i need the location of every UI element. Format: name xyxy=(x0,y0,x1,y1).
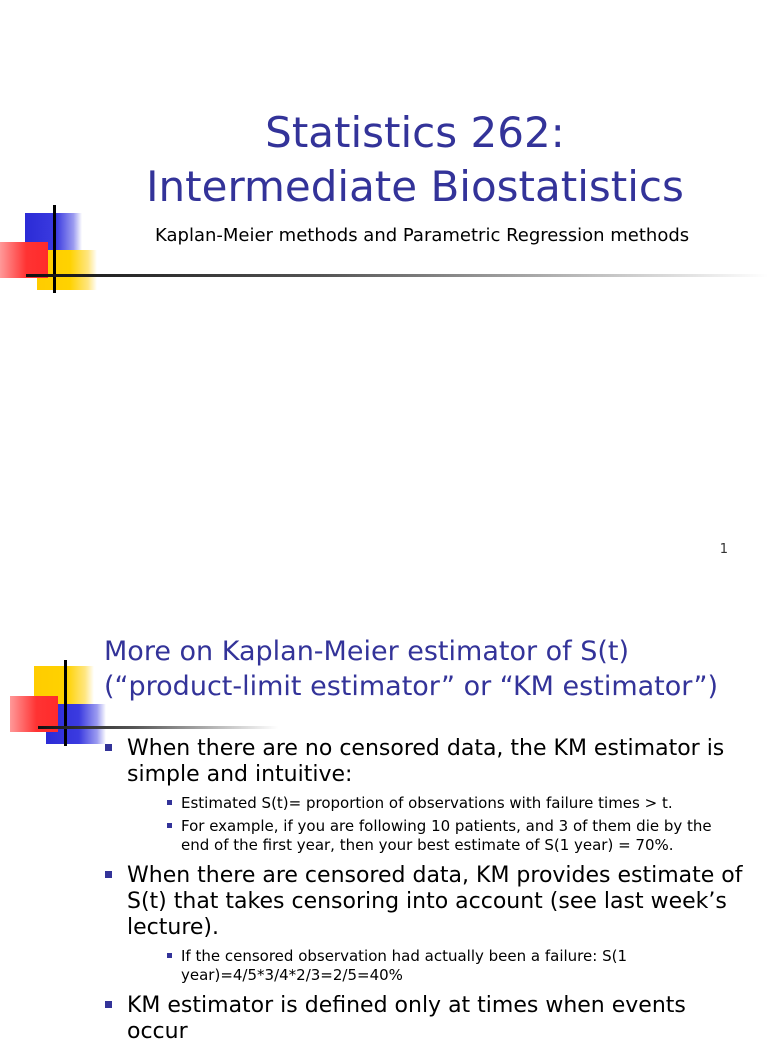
slide-title: More on Kaplan-Meier estimator of S(t) (“product-limit estimator” or “KM estimator”) xyxy=(104,636,719,702)
vertical-line xyxy=(53,205,56,293)
sub-bullet-item: If the censored observation had actually been a failure: S(1 year)=4/5*3/4*2/3=2/5=40% xyxy=(104,947,744,985)
sub-bullet-item: For example, if you are following 10 patients, and 3 of them die by the end of the first year, then your best estimate of S(1 year) = 70%. xyxy=(104,817,744,855)
sub-bullet-item: Estimated S(t)= proportion of observations with failure times > t. xyxy=(104,794,744,813)
sub-bullet-list xyxy=(104,794,744,855)
horizontal-line xyxy=(38,726,278,729)
bullet-item: KM estimator is defined only at times when events occur xyxy=(104,993,744,1045)
horizontal-line xyxy=(26,274,768,277)
slide-subtitle: Kaplan-Meier methods and Parametric Regression methods xyxy=(155,225,690,246)
bullet-list xyxy=(104,736,744,1049)
title-line-2: Intermediate Biostatistics xyxy=(146,162,684,211)
red-square xyxy=(0,242,48,278)
sub-bullet-list xyxy=(104,947,744,985)
title-line-1: Statistics 262: xyxy=(265,108,565,157)
slide-title xyxy=(100,106,730,214)
vertical-line xyxy=(64,660,67,746)
slide-number: 1 xyxy=(719,542,728,557)
bullet-item: When there are no censored data, the KM estimator is simple and intuitive: xyxy=(104,736,744,788)
slide-2 xyxy=(0,590,768,1044)
bullet-item: When there are censored data, KM provides estimate of S(t) that takes censoring into account (see last week’s lecture). xyxy=(104,863,744,941)
